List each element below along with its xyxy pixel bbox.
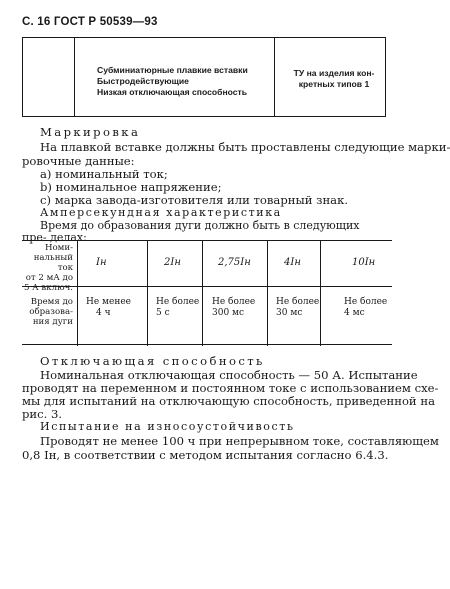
row2-cell-2-line-2: 5 с	[156, 307, 170, 318]
arc-time-table	[22, 240, 392, 346]
marking-line-2: ровочные данные:	[22, 154, 135, 168]
breaking-line-2: проводят на переменном и постоянном токе с использованием схе-	[22, 381, 439, 395]
row2-cell-5	[344, 297, 387, 318]
col-header-5: 10Iн	[352, 257, 376, 268]
row2-cell-1-line-1: Не менее	[86, 297, 132, 307]
row2-cell-1	[86, 297, 131, 318]
top-table-ref-line-2: кретных типов 1	[298, 79, 370, 89]
top-table-description-cell	[75, 38, 275, 116]
top-table-empty-cell	[23, 38, 75, 116]
breaking-heading: Отключающая способность	[40, 354, 265, 368]
top-table-reference-cell	[275, 38, 387, 116]
top-table-ref-line-1: ТУ на изделия кон-	[293, 68, 375, 78]
row2-cell-2-line-1: Не более	[156, 297, 200, 307]
breaking-line-3: мы для испытаний на отключающую способность, приведенной на	[22, 394, 435, 408]
wear-line-2: 0,8 Iн, в соответствии с методом испытания согласно 6.4.3.	[22, 448, 389, 462]
row2-cell-1-line-2: 4 ч	[96, 307, 111, 318]
row2-cell-4	[276, 297, 319, 318]
row1-head-line-3: от 2 мА до	[25, 273, 73, 283]
marking-line-3: а) номинальный ток;	[40, 167, 168, 181]
top-table-line-1: Субминиатюрные плавкие вставки	[97, 65, 248, 75]
row2-cell-4-line-2: 30 мс	[276, 307, 303, 318]
wear-heading: Испытание на износоустойчивость	[40, 420, 295, 433]
ampsec-heading: Амперсекундная характеристика	[40, 206, 282, 219]
ampsec-line-1: Время до образования дуги должно быть в следующих пре- делах:	[22, 219, 360, 244]
row1-head-line-2: нальный ток	[33, 253, 73, 273]
row2-cell-3	[212, 297, 255, 318]
row2-cell-5-line-1: Не более	[344, 297, 388, 307]
table-row2-head	[22, 297, 73, 327]
marking-heading: Маркировка	[40, 125, 141, 139]
page-header: С. 16 ГОСТ Р 50539—93	[22, 16, 158, 28]
row2-cell-2	[156, 297, 199, 318]
col-header-4: 4Iн	[284, 257, 301, 268]
row2-cell-3-line-1: Не более	[212, 297, 256, 307]
row2-head-line-2: образова-	[29, 307, 73, 317]
col-header-1: Iн	[96, 257, 107, 268]
marking-line-1: На плавкой вставке должны быть проставлены следующие марки-	[40, 140, 450, 154]
row2-head-line-1: Время до	[30, 297, 73, 307]
row2-cell-3-line-2: 300 мс	[212, 307, 245, 318]
row1-head-line-4: 5 А включ.	[23, 283, 73, 293]
row2-cell-4-line-1: Не более	[276, 297, 320, 307]
row1-head-line-1: Номи-	[45, 243, 73, 253]
col-header-3: 2,75Iн	[218, 257, 251, 268]
row2-cell-5-line-2: 4 мс	[344, 307, 365, 318]
top-table-line-3: Низкая отключающая способность	[97, 87, 248, 97]
marking-line-5: с) марка завода-изготовителя или товарный знак.	[40, 193, 349, 207]
breaking-line-4: рис. 3.	[22, 407, 63, 421]
table-row1-head	[22, 243, 73, 293]
wear-line-1: Проводят не менее 100 ч при непрерывном токе, составляющем	[40, 434, 439, 448]
col-header-2: 2Iн	[164, 257, 181, 268]
top-table	[22, 37, 386, 117]
breaking-line-1: Номинальная отключающая способность — 50 А. Испытание	[40, 368, 418, 382]
row2-head-line-3: ния дуги	[32, 317, 73, 327]
marking-line-4: b) номинальное напряжение;	[40, 180, 222, 194]
top-table-line-2: Быстродействующие	[97, 76, 189, 86]
